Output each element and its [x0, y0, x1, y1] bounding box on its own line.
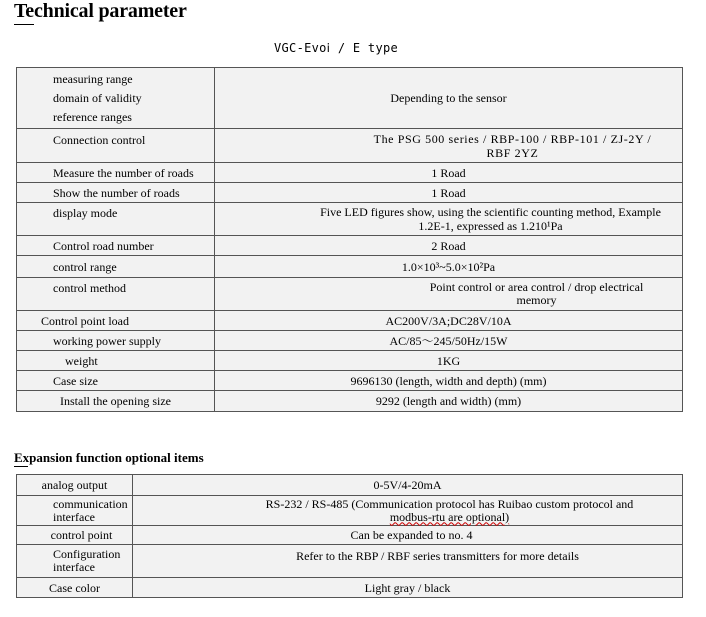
option-value: RS-232 / RS-485 (Communication protocol has Ruibao custom protocol and modbus-rtu are optional): [133, 496, 683, 526]
option-value: Can be expanded to no. 4: [133, 526, 683, 545]
param-label: Case size: [17, 371, 215, 391]
param-label-line: domain of validity: [53, 90, 142, 105]
param-label: Show the number of roads: [17, 183, 215, 203]
param-label: [17, 68, 215, 129]
param-label: Connection control: [17, 129, 215, 163]
param-value: 1.0×10³~5.0×10²Pa: [215, 256, 683, 278]
param-label: Install the opening size: [17, 391, 215, 412]
param-value: 9292 (length and width) (mm): [215, 391, 683, 412]
table-row: [17, 526, 683, 545]
table-row: [17, 475, 683, 496]
param-label-line: measuring range: [53, 71, 133, 86]
table-row: [17, 578, 683, 598]
table-row: [17, 278, 683, 311]
param-value: 9696130 (length, width and depth) (mm): [215, 371, 683, 391]
option-label: Configuration interface: [17, 545, 133, 578]
title-underline: [14, 24, 34, 25]
param-value: 2 Road: [215, 236, 683, 256]
param-label: Measure the number of roads: [17, 163, 215, 183]
param-label: control range: [17, 256, 215, 278]
table-row: [17, 129, 683, 163]
option-value: Refer to the RBP / RBF series transmitters for more details: [133, 545, 683, 578]
param-label: display mode: [17, 203, 215, 236]
table-row: [17, 351, 683, 371]
table-row: [17, 236, 683, 256]
param-label: Control point load: [17, 311, 215, 331]
option-label: control point: [17, 526, 133, 545]
table-row: [17, 331, 683, 351]
expansion-section-title: Expansion function optional items: [14, 450, 204, 465]
param-label-line: reference ranges: [53, 109, 132, 124]
param-value: 1 Road: [215, 163, 683, 183]
param-label: working power supply: [17, 331, 215, 351]
table-row: [17, 311, 683, 331]
param-value: Five LED figures show, using the scientific counting method, Example 1.2E-1, expressed as 1.210¹Pa: [215, 203, 683, 236]
option-value: Light gray / black: [133, 578, 683, 598]
param-value: The PSG 500 series / RBP-100 / RBP-101 / ZJ-2Y / RBF 2YZ: [215, 129, 683, 163]
param-value: 1KG: [215, 351, 683, 371]
param-label: weight: [17, 351, 215, 371]
param-label: control method: [17, 278, 215, 311]
option-value: 0-5V/4-20mA: [133, 475, 683, 496]
table-row: [17, 371, 683, 391]
param-value: Point control or area control / drop electrical memory: [215, 278, 683, 311]
table-row: [17, 256, 683, 278]
expansion-options-table: [16, 474, 683, 598]
table-row: [17, 545, 683, 578]
model-subtitle: VGC-Evoⅰ / E type: [274, 41, 399, 55]
page-title: Technical parameter: [14, 0, 187, 22]
param-value: 1 Road: [215, 183, 683, 203]
table-row: [17, 203, 683, 236]
param-label: Control road number: [17, 236, 215, 256]
technical-parameter-table: [16, 67, 683, 412]
table-row: [17, 163, 683, 183]
table-row: [17, 68, 683, 129]
param-value: Depending to the sensor: [215, 68, 683, 129]
param-value: AC200V/3A;DC28V/10A: [215, 311, 683, 331]
section-underline: [14, 466, 28, 467]
param-value: AC/85～245/50Hz/15W: [215, 331, 683, 351]
option-label: Case color: [17, 578, 133, 598]
table-row: [17, 496, 683, 526]
table-row: [17, 183, 683, 203]
table-row: [17, 391, 683, 412]
option-label: communication interface: [17, 496, 133, 526]
option-label: analog output: [17, 475, 133, 496]
